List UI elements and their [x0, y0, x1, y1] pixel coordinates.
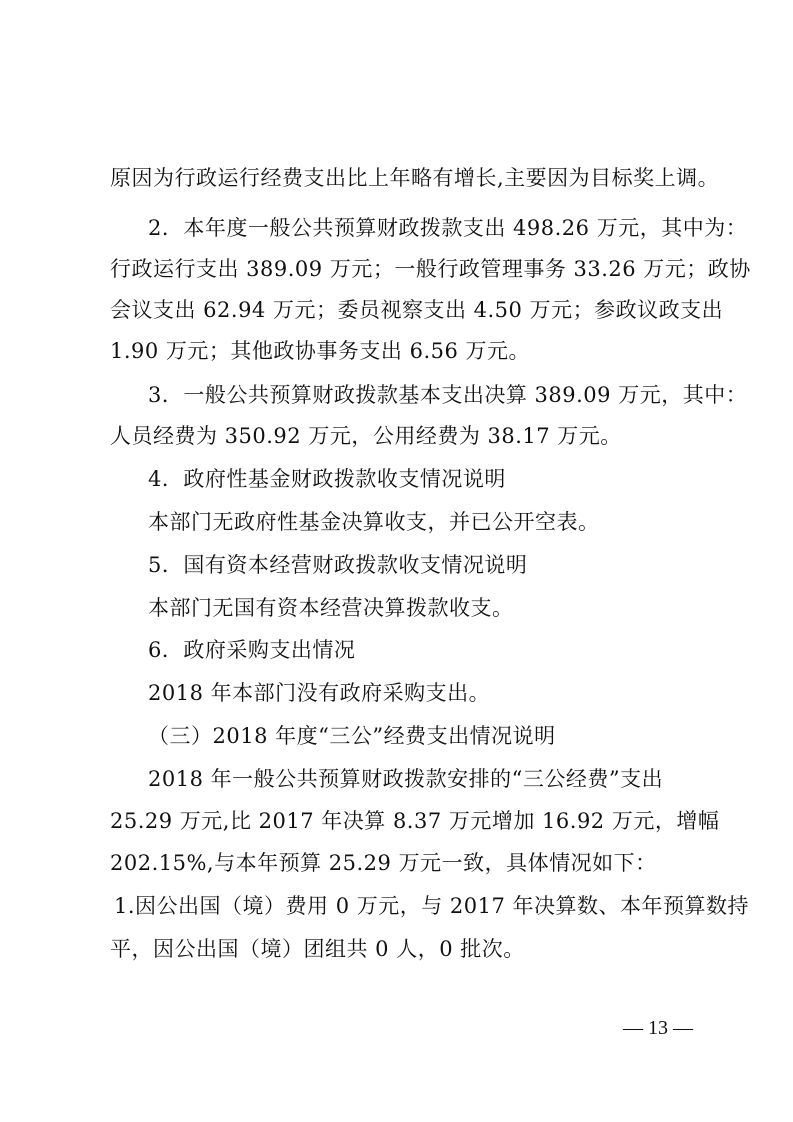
text-line-item-5-body: 本部门无国有资本经营决算拨款收支。: [148, 596, 514, 620]
text-line-item-3-cont: 人员经费为 350.92 万元，公用经费为 38.17 万元。: [110, 424, 622, 448]
text-line-item-3: 3．一般公共预算财政拨款基本支出决算 389.09 万元，其中：: [148, 383, 748, 407]
text-line-item-2: 2．本年度一般公共预算财政拨款支出 498.26 万元，其中为：: [148, 216, 748, 240]
text-line-item-2-cont-1: 行政运行支出 389.09 万元；一般行政管理事务 33.26 万元；政协: [110, 257, 751, 281]
text-line-item-6-body: 2018 年本部门没有政府采购支出。: [148, 681, 491, 705]
text-line-item-2-cont-3: 1.90 万元；其他政协事务支出 6.56 万元。: [110, 339, 531, 363]
text-line-cause: 原因为行政运行经费支出比上年略有增长,主要因为目标奖上调。: [110, 166, 720, 190]
page-number: — 13 —: [623, 1017, 693, 1039]
text-line-item-4-body: 本部门无政府性基金决算收支，并已公开空表。: [148, 510, 600, 534]
text-line-item-4-heading: 4．政府性基金财政拨款收支情况说明: [148, 467, 506, 491]
text-line-abroad-2: 平，因公出国（境）团组共 0 人，0 批次。: [110, 937, 525, 961]
text-line-three-public-3: 202.15%,与本年预算 25.29 万元一致，具体情况如下：: [110, 851, 657, 875]
text-line-abroad-1: 1.因公出国（境）费用 0 万元，与 2017 年决算数、本年预算数持: [114, 894, 750, 918]
text-line-item-2-cont-2: 会议支出 62.94 万元；委员视察支出 4.50 万元；参政议政支出: [110, 298, 724, 322]
text-line-item-5-heading: 5．国有资本经营财政拨款收支情况说明: [148, 553, 528, 577]
text-line-three-public-1: 2018 年一般公共预算财政拨款安排的“三公经费”支出: [148, 767, 664, 791]
text-line-item-6-heading: 6．政府采购支出情况: [148, 638, 356, 662]
section-heading-three-public: （三）2018 年度“三公”经费支出情况说明: [148, 724, 556, 748]
text-line-three-public-2: 25.29 万元,比 2017 年决算 8.37 万元增加 16.92 万元，增幅: [110, 809, 720, 833]
